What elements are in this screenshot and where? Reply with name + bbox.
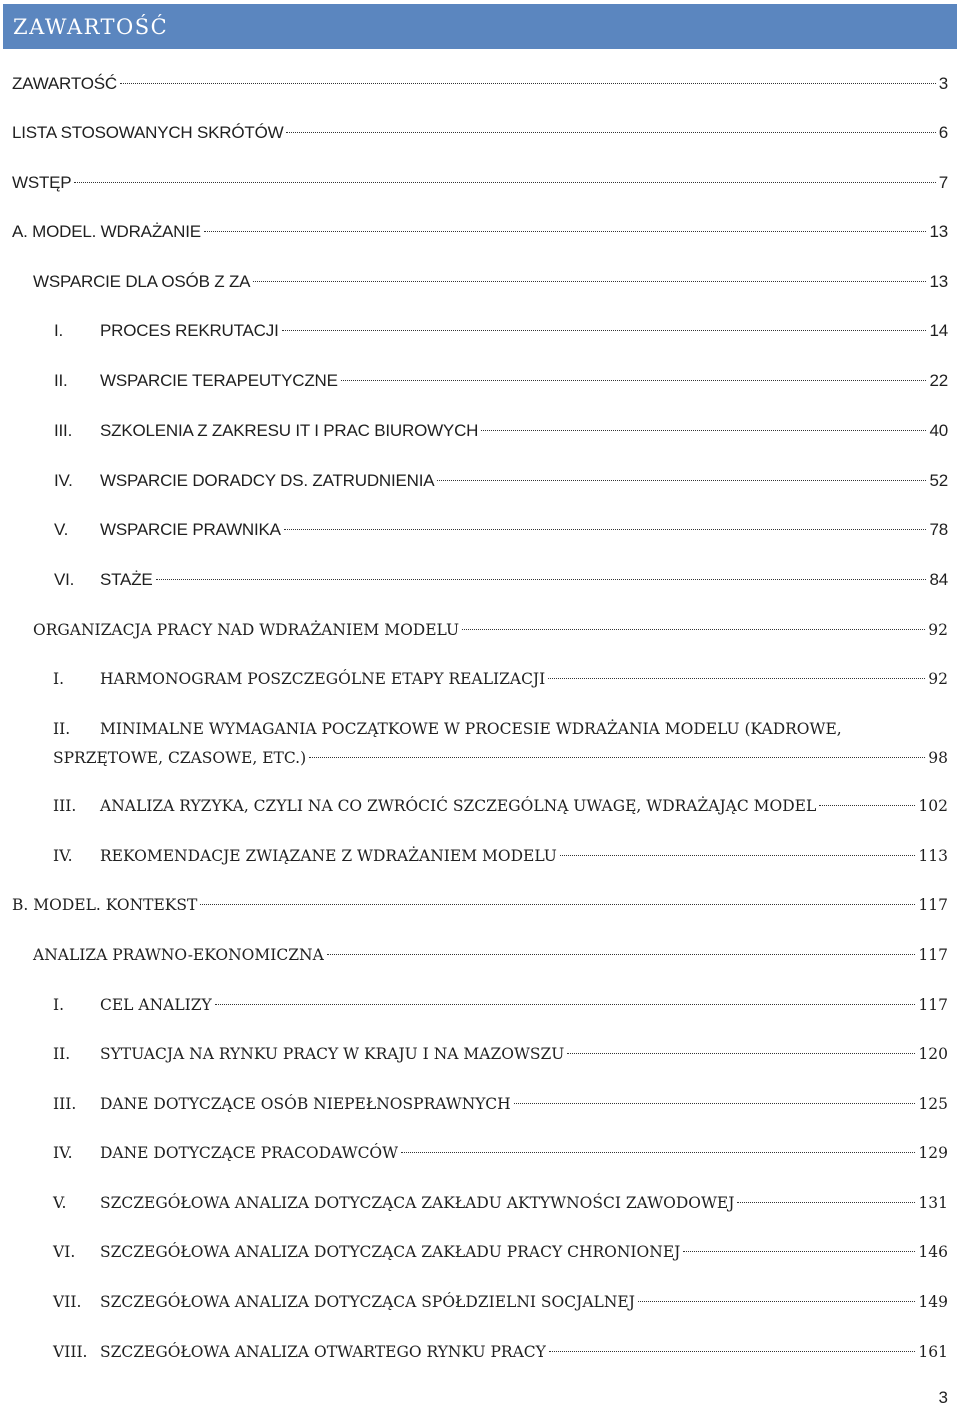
toc-entry[interactable]	[0, 416, 960, 446]
toc-entry[interactable]	[0, 118, 960, 148]
toc-entry[interactable]	[0, 615, 960, 645]
toc-entry-number: IV.	[54, 471, 73, 490]
toc-page-number: 98	[928, 749, 948, 767]
toc-leader-dots	[560, 855, 916, 856]
toc-entry[interactable]	[0, 664, 960, 694]
toc-entry-label: DANE DOTYCZĄCE PRACODAWCÓW	[100, 1144, 399, 1162]
toc-entry[interactable]	[0, 515, 960, 545]
toc-leader-dots	[567, 1053, 915, 1054]
toc-entry-label: WSPARCIE PRAWNIKA	[100, 520, 281, 539]
toc-entry[interactable]	[0, 990, 960, 1020]
toc-entry[interactable]	[0, 1337, 960, 1367]
toc-leader-dots	[286, 132, 935, 133]
toc-leader-dots	[819, 805, 915, 806]
toc-entry[interactable]	[0, 940, 960, 970]
toc-page-number: 117	[918, 946, 948, 964]
toc-leader-dots	[638, 1301, 915, 1302]
toc-entry[interactable]	[0, 1138, 960, 1168]
toc-entry[interactable]	[0, 714, 960, 744]
section-header	[3, 4, 957, 49]
toc-entry-label: SZCZEGÓŁOWA ANALIZA DOTYCZĄCA ZAKŁADU AKTYWNOŚCI ZAWODOWEJ	[100, 1194, 735, 1212]
toc-entry[interactable]	[0, 366, 960, 396]
section-title: ZAWARTOŚĆ	[13, 15, 169, 39]
toc-entry-number: IV.	[53, 1144, 73, 1162]
toc-entry[interactable]	[0, 466, 960, 496]
toc-entry-label: ORGANIZACJA PRACY NAD WDRAŻANIEM MODELU	[33, 621, 460, 639]
toc-entry-number: VI.	[54, 570, 75, 589]
toc-entry[interactable]	[0, 168, 960, 198]
toc-entry[interactable]	[0, 1039, 960, 1069]
toc-entry[interactable]	[0, 217, 960, 247]
page-number: 3	[938, 1388, 948, 1407]
toc-entry[interactable]	[0, 565, 960, 595]
toc-entry-label: WSTĘP	[12, 173, 72, 192]
toc-page-number: 92	[928, 670, 948, 688]
toc-page-number: 117	[918, 896, 948, 914]
toc-leader-dots	[253, 281, 926, 282]
toc-entry[interactable]	[0, 316, 960, 346]
toc-entry-continuation[interactable]	[0, 743, 960, 773]
toc-entry-label: REKOMENDACJE ZWIĄZANE Z WDRAŻANIEM MODELU	[100, 847, 557, 865]
toc-entry-label: ZAWARTOŚĆ	[12, 74, 117, 93]
toc-entry-label: HARMONOGRAM POSZCZEGÓLNE ETAPY REALIZACJI	[100, 670, 546, 688]
toc-leader-dots	[341, 380, 927, 381]
toc-page-number: 3	[938, 74, 948, 93]
toc-entry[interactable]	[0, 1089, 960, 1119]
toc-page-number: 149	[918, 1293, 948, 1311]
toc-entry[interactable]	[0, 1237, 960, 1267]
toc-entry-label: ANALIZA RYZYKA, CZYLI NA CO ZWRÓCIĆ SZCZEGÓLNĄ UWAGĘ, WDRAŻAJĄC MODEL	[100, 797, 817, 815]
toc-leader-dots	[309, 757, 925, 758]
toc-page-number: 13	[929, 272, 948, 291]
toc-leader-dots	[215, 1004, 916, 1005]
toc-page-number: 78	[929, 520, 948, 539]
toc-page-number: 14	[929, 321, 948, 340]
toc-page-number: 6	[938, 123, 948, 142]
toc-entry-number: II.	[54, 371, 68, 390]
toc-entry-label: B. MODEL. KONTEKST	[12, 896, 198, 914]
toc-entry[interactable]	[0, 1188, 960, 1218]
toc-page-number: 129	[918, 1144, 948, 1162]
toc-page-number: 120	[918, 1045, 948, 1063]
toc-page-number: 117	[918, 996, 948, 1014]
toc-page-number: 40	[929, 421, 948, 440]
toc-entry-number: V.	[54, 520, 69, 539]
toc-page-number: 7	[938, 173, 948, 192]
toc-entry-label: PROCES REKRUTACJI	[100, 321, 279, 340]
toc-leader-dots	[481, 430, 926, 431]
toc-entry-label: ANALIZA PRAWNO-EKONOMICZNA	[33, 946, 324, 964]
toc-page-number: 161	[918, 1343, 948, 1361]
toc-entry-label: SZKOLENIA Z ZAKRESU IT I PRAC BIUROWYCH	[100, 421, 479, 440]
toc-page-number: 84	[929, 570, 948, 589]
toc-entry-label: CEL ANALIZY	[100, 996, 212, 1014]
toc-entry[interactable]	[0, 841, 960, 871]
toc-entry-label: MINIMALNE WYMAGANIA POCZĄTKOWE W PROCESIE WDRAŻANIA MODELU (KADROWE,	[100, 720, 842, 738]
toc-entry-label: SZCZEGÓŁOWA ANALIZA DOTYCZĄCA SPÓŁDZIELNI SOCJALNEJ	[100, 1293, 635, 1311]
toc-entry-number: I.	[53, 670, 65, 688]
toc-page-number: 102	[918, 797, 948, 815]
toc-leader-dots	[683, 1251, 915, 1252]
toc-entry[interactable]	[0, 267, 960, 297]
toc-entry-number: II.	[53, 720, 71, 738]
toc-page-number: 113	[918, 847, 948, 865]
toc-leader-dots	[204, 231, 927, 232]
toc-page-number: 92	[928, 621, 948, 639]
toc-entry-number: III.	[53, 1095, 77, 1113]
toc-entry-label: LISTA STOSOWANYCH SKRÓTÓW	[12, 123, 284, 142]
toc-entry-label: A. MODEL. WDRAŻANIE	[12, 222, 201, 241]
toc-entry-label: SZCZEGÓŁOWA ANALIZA DOTYCZĄCA ZAKŁADU PRACY CHRONIONEJ	[100, 1243, 681, 1261]
toc-page-number: 52	[929, 471, 948, 490]
toc-leader-dots	[737, 1202, 915, 1203]
toc-leader-dots	[514, 1103, 916, 1104]
toc-leader-dots	[282, 330, 927, 331]
toc-page-number: 22	[929, 371, 948, 390]
toc-leader-dots	[74, 182, 935, 183]
toc-entry-number: I.	[54, 321, 64, 340]
toc-entry-label: SYTUACJA NA RYNKU PRACY W KRAJU I NA MAZOWSZU	[100, 1045, 565, 1063]
toc-entry-number: V.	[53, 1194, 67, 1212]
toc-entry-label: SZCZEGÓŁOWA ANALIZA OTWARTEGO RYNKU PRACY	[100, 1343, 546, 1361]
toc-entry-label: WSPARCIE DLA OSÓB Z ZA	[33, 272, 251, 291]
toc-leader-dots	[120, 83, 936, 84]
toc-page-number: 13	[929, 222, 948, 241]
toc-entry-number: II.	[53, 1045, 71, 1063]
toc-leader-dots	[401, 1152, 915, 1153]
toc-leader-dots	[200, 904, 915, 905]
toc-entry[interactable]	[0, 69, 960, 99]
toc-leader-dots	[548, 678, 925, 679]
toc-entry-label: SPRZĘTOWE, CZASOWE, ETC.)	[53, 749, 307, 767]
toc-entry-label: STAŻE	[100, 570, 153, 589]
toc-entry[interactable]	[0, 1287, 960, 1317]
toc-entry-number: VIII.	[53, 1343, 88, 1361]
toc-entry-label: WSPARCIE TERAPEUTYCZNE	[100, 371, 338, 390]
toc-entry-number: IV.	[53, 847, 73, 865]
toc-entry-number: I.	[53, 996, 65, 1014]
toc-entry-number: III.	[54, 421, 73, 440]
toc-entry[interactable]	[0, 791, 960, 821]
toc-leader-dots	[284, 529, 927, 530]
toc-entry-label: DANE DOTYCZĄCE OSÓB NIEPEŁNOSPRAWNYCH	[100, 1095, 511, 1113]
toc-leader-dots	[156, 579, 927, 580]
toc-page-number: 125	[918, 1095, 948, 1113]
toc-entry-number: III.	[53, 797, 77, 815]
toc-leader-dots	[327, 954, 916, 955]
toc-leader-dots	[462, 629, 925, 630]
toc-entry-number: VII.	[53, 1293, 82, 1311]
toc-page-number: 131	[918, 1194, 948, 1212]
toc-entry[interactable]	[0, 890, 960, 920]
toc-entry-label: WSPARCIE DORADCY DS. ZATRUDNIENIA	[100, 471, 435, 490]
toc-leader-dots	[437, 480, 926, 481]
toc-leader-dots	[549, 1351, 916, 1352]
toc-entry-number: VI.	[53, 1243, 76, 1261]
toc-page-number: 146	[918, 1243, 948, 1261]
